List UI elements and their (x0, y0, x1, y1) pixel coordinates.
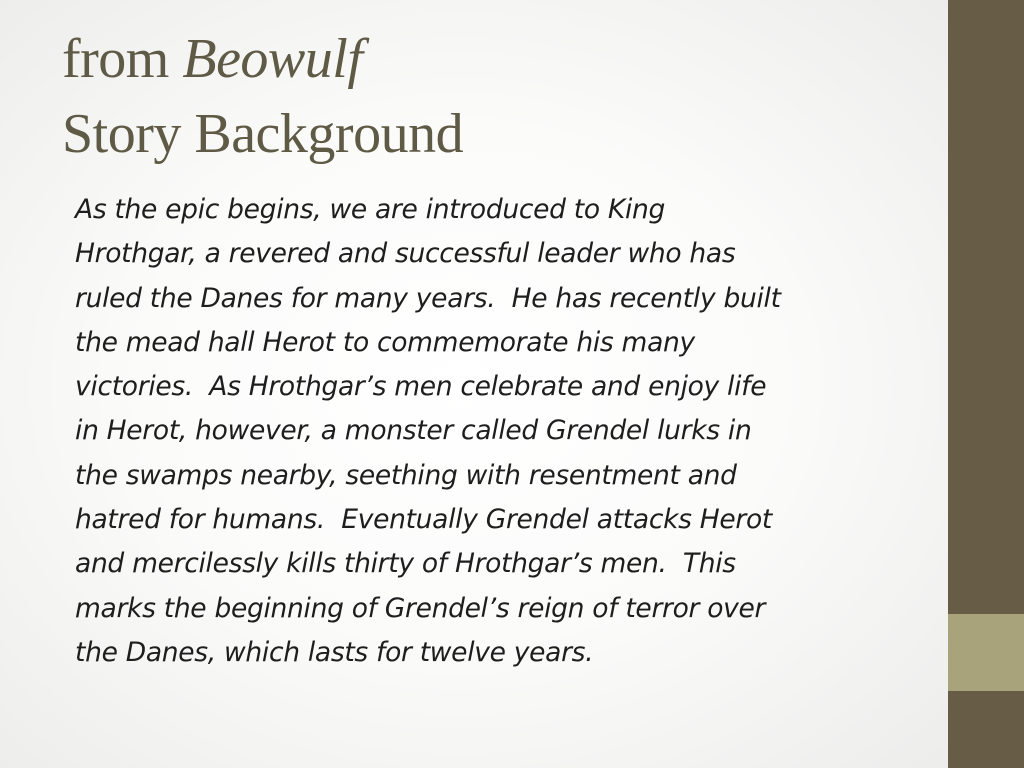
title-prefix: from (62, 28, 183, 90)
title-subtitle: Story Background (62, 103, 464, 165)
body-line: in Herot, however, a monster called Grendel lurks in (75, 415, 752, 447)
body-line: ruled the Danes for many years. He has recently built (75, 282, 781, 314)
body-line: and mercilessly kills thirty of Hrothgar’s men. This (75, 548, 736, 580)
slide-title (62, 22, 922, 172)
body-paragraph (75, 188, 895, 675)
decorative-side-accent (948, 614, 1024, 691)
body-line: the mead hall Herot to commemorate his many (75, 326, 695, 358)
body-line: the swamps nearby, seething with resentment and (75, 459, 737, 491)
body-line: the Danes, which lasts for twelve years. (75, 636, 594, 668)
title-work: Beowulf (182, 28, 363, 90)
body-line: victories. As Hrothgar’s men celebrate and enjoy life (75, 371, 767, 403)
body-line: hatred for humans. Eventually Grendel attacks Herot (75, 504, 773, 536)
body-line: As the epic begins, we are introduced to King (75, 194, 666, 225)
body-line: marks the beginning of Grendel’s reign of terror over (75, 592, 766, 624)
body-line: Hrothgar, a revered and successful leader who has (75, 238, 736, 270)
title-line-1 (62, 22, 922, 97)
